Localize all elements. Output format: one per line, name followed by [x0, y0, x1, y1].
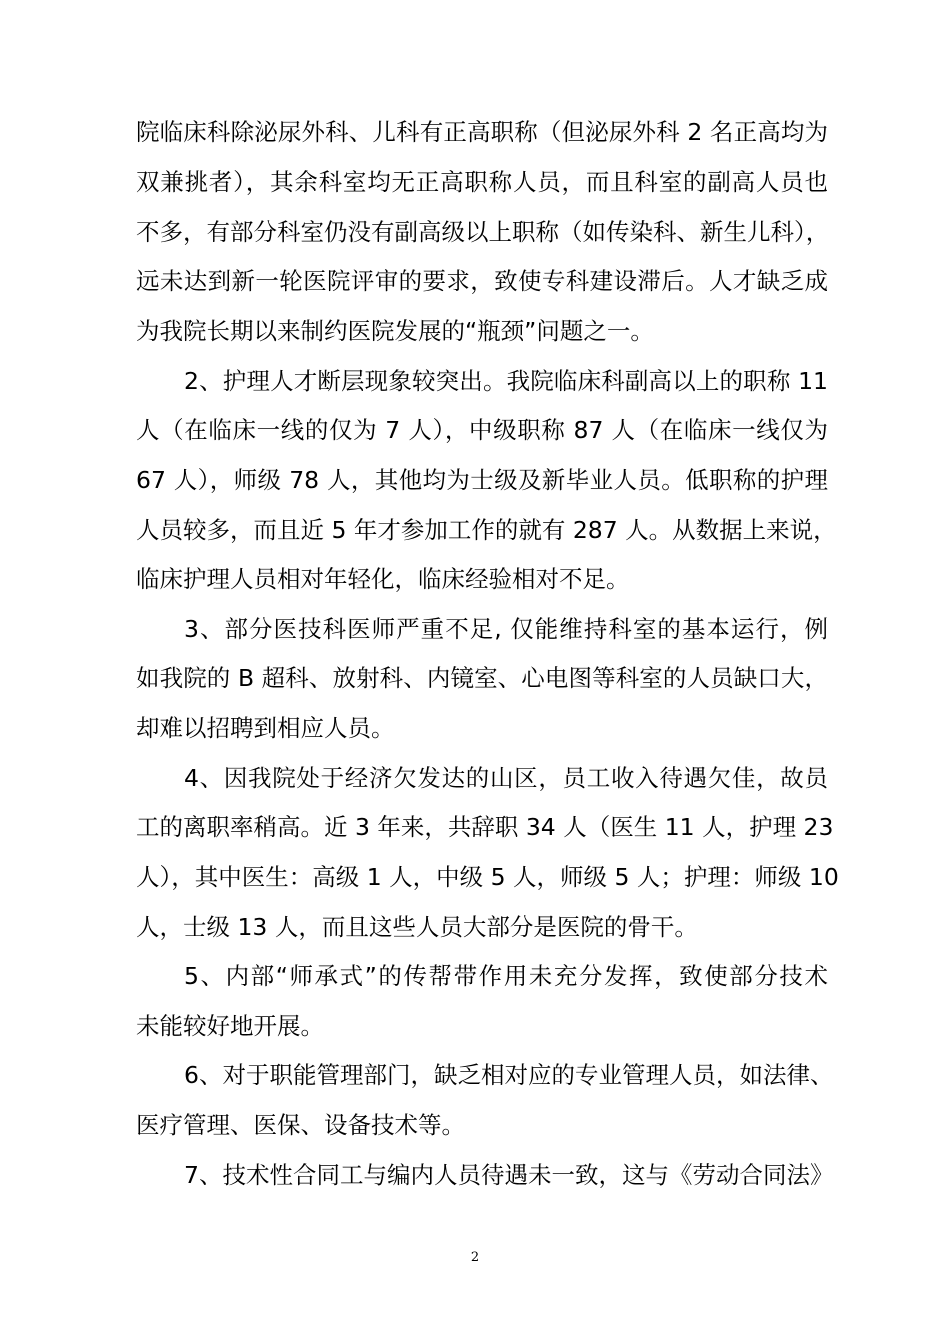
- text-line: 远未达到新一轮医院评审的要求，致使专科建设滞后。人才缺乏成: [136, 267, 828, 295]
- paragraph-first-line: 3、部分医技科医师严重不足, 仅能维持科室的基本运行，例: [184, 615, 828, 643]
- text-line: 人，士级 13 人，而且这些人员大部分是医院的骨干。: [136, 913, 698, 941]
- text-line: 却难以招聘到相应人员。: [136, 714, 395, 742]
- paragraph-first-line: 7、技术性合同工与编内人员待遇未一致，这与《劳动合同法》: [184, 1161, 834, 1189]
- text-line: 为我院长期以来制约医院发展的“瓶颈”问题之一。: [136, 317, 654, 345]
- text-line: 人员较多，而且近 5 年才参加工作的就有 287 人。从数据上来说，: [136, 516, 837, 544]
- text-line: 临床护理人员相对年轻化，临床经验相对不足。: [136, 565, 630, 593]
- text-line: 不多，有部分科室仍没有副高级以上职称（如传染科、新生儿科），: [136, 218, 830, 246]
- paragraph-first-line: 4、因我院处于经济欠发达的山区，员工收入待遇欠佳，故员: [184, 764, 828, 792]
- text-line: 如我院的 B 超科、放射科、内镜室、心电图等科室的人员缺口大，: [136, 664, 828, 692]
- text-line: 医疗管理、医保、设备技术等。: [136, 1111, 465, 1139]
- text-line: 人（在临床一线的仅为 7 人），中级职称 87 人（在临床一线仅为: [136, 416, 828, 444]
- text-line: 双兼挑者），其余科室均无正高职称人员，而且科室的副高人员也: [136, 168, 828, 196]
- paragraph-first-line: 5、内部“师承式”的传帮带作用未充分发挥，致使部分技术: [184, 962, 828, 990]
- page-number: 2: [470, 1250, 480, 1265]
- text-line: 院临床科除泌尿外科、儿科有正高职称（但泌尿外科 2 名正高均为: [136, 118, 828, 146]
- paragraph-first-line: 2、护理人才断层现象较突出。我院临床科副高以上的职称 11: [184, 367, 828, 395]
- text-line: 未能较好地开展。: [136, 1012, 324, 1040]
- text-line: 人），其中医生：高级 1 人，中级 5 人，师级 5 人；护理：师级 10: [136, 863, 839, 891]
- text-line: 工的离职率稍高。近 3 年来，共辞职 34 人（医生 11 人，护理 23: [136, 813, 834, 841]
- paragraph-first-line: 6、对于职能管理部门，缺乏相对应的专业管理人员，如法律、: [184, 1061, 834, 1089]
- text-line: 67 人），师级 78 人，其他均为士级及新毕业人员。低职称的护理: [136, 466, 828, 494]
